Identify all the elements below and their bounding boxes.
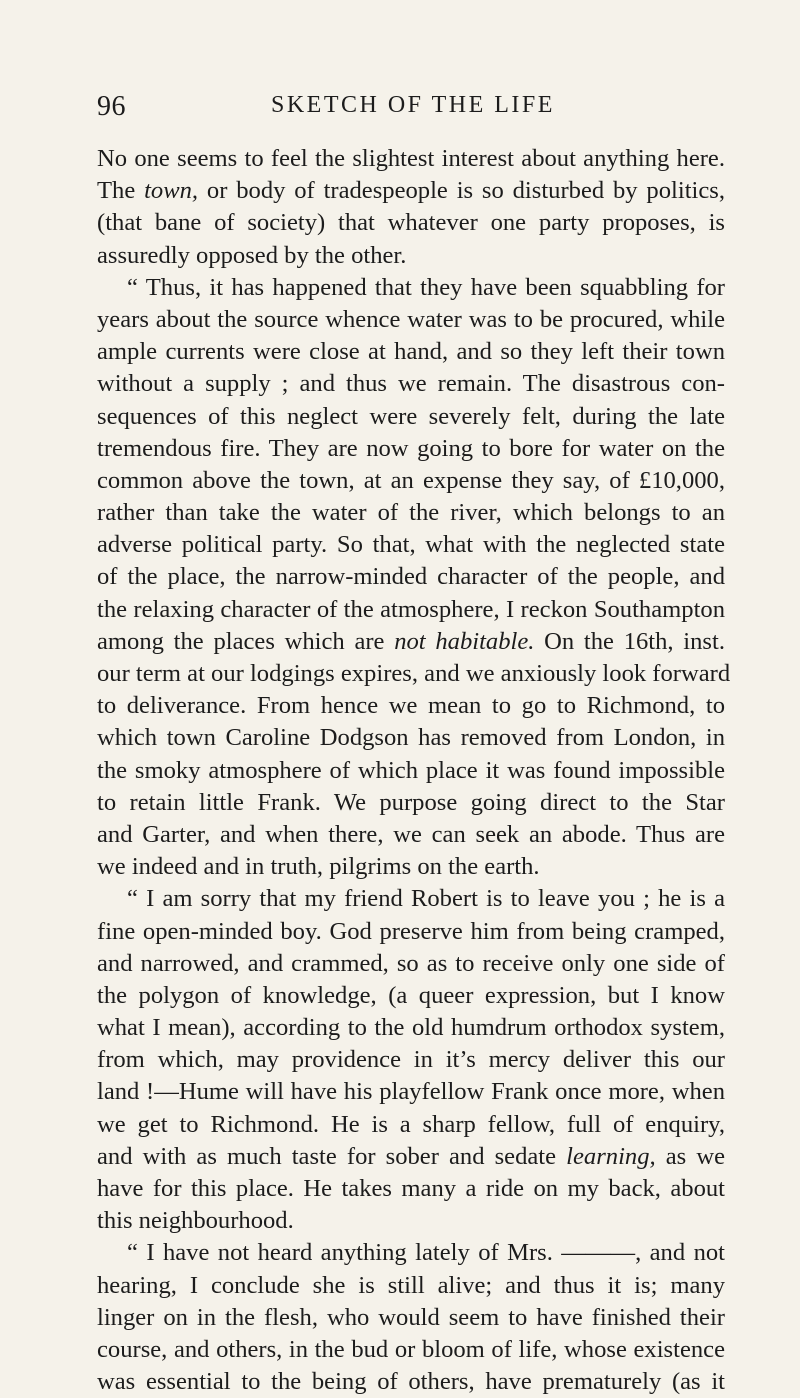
text-line: we get to Richmond. He is a sharp fellow, full of enquiry, (97, 1110, 725, 1138)
text-line: the relaxing character of the atmosphere, I reckon Southampton (97, 595, 725, 623)
text-line: to deliverance. From hence we mean to go to Richmond, to (97, 692, 725, 720)
text-line: years about the source whence water was to be procured, while (97, 305, 725, 333)
text-line: course, and others, in the bud or bloom of life, whose existence (97, 1335, 725, 1363)
text-line: rather than take the water of the river, which belongs to an (97, 499, 725, 527)
text-line: linger on in the flesh, who would seem to have finished their (97, 1303, 725, 1331)
text-line: (that bane of society) that whatever one party proposes, is (97, 209, 725, 237)
text-line: which town Caroline Dodgson has removed from London, in (97, 724, 725, 752)
text-segment: among the places which are (97, 627, 395, 655)
text-segment: and with as much taste for sober and sedate (97, 1142, 567, 1170)
text-line: have for this place. He takes many a ride on my back, about (97, 1175, 725, 1202)
text-segment: or body of tradespeople is so disturbed by politics, (198, 177, 725, 205)
text-line: was essential to the being of others, have prematurely (as it (97, 1368, 725, 1396)
text-line: and narrowed, and crammed, so as to receive only one side of (97, 949, 725, 977)
text-line: our term at our lodgings expires, and we anxiously look forward (97, 660, 731, 687)
text-line: ample currents were close at hand, and so they left their town (97, 338, 725, 366)
italic-phrase: town, (144, 177, 199, 205)
text-line: No one seems to feel the slightest interest about anything here. (97, 145, 725, 172)
page-number: 96 (97, 91, 126, 122)
running-head: SKETCH OF THE LIFE (271, 92, 555, 118)
text-line (97, 1141, 725, 1173)
body-text (97, 143, 731, 1398)
text-line: this neighbourhood. (97, 1207, 294, 1235)
text-line: tremendous fire. They are now going to bore for water on the (97, 434, 725, 462)
text-line: fine open-minded boy. God preserve him from being cramped, (97, 917, 725, 945)
text-line: we indeed and in truth, pilgrims on the earth. (97, 853, 540, 881)
text-line: “ Thus, it has happened that they have been squabbling for (127, 273, 725, 301)
text-line: land !—Hume will have his playfellow Frank once more, when (97, 1078, 725, 1106)
text-segment: On the 16th, inst. (534, 627, 725, 655)
text-segment: The (97, 177, 145, 205)
italic-phrase: learning, (566, 1142, 656, 1170)
text-segment: as we (655, 1142, 726, 1170)
text-line: hearing, I conclude she is still alive; and thus it is; many (97, 1271, 725, 1299)
text-line (97, 175, 725, 207)
text-line: what I mean), according to the old humdrum orthodox system, (97, 1014, 725, 1042)
text-line: “ I am sorry that my friend Robert is to leave you ; he is a (127, 885, 725, 913)
page-header (97, 91, 727, 131)
text-line: and Garter, and when there, we can seek an abode. Thus are (97, 820, 725, 848)
italic-phrase: not habitable. (394, 627, 535, 655)
text-line: without a supply ; and thus we remain. The disastrous con- (97, 370, 725, 398)
text-line (97, 626, 725, 658)
text-line: sequences of this neglect were severely felt, during the late (97, 402, 725, 430)
text-line: of the place, the narrow-minded character of the people, and (97, 563, 725, 591)
text-line: the polygon of knowledge, (a queer expression, but I know (97, 981, 725, 1009)
text-line: to retain little Frank. We purpose going direct to the Star (97, 788, 725, 816)
text-line: “ I have not heard anything lately of Mrs. ———, and not (127, 1239, 725, 1267)
text-line: from which, may providence in it’s mercy deliver this our (97, 1046, 725, 1074)
text-line: adverse political party. So that, what with the neglected state (97, 531, 725, 559)
text-line: assuredly opposed by the other. (97, 241, 407, 269)
text-line: common above the town, at an expense they say, of £10,000, (97, 466, 725, 494)
text-line: the smoky atmosphere of which place it was found impossible (97, 756, 725, 784)
